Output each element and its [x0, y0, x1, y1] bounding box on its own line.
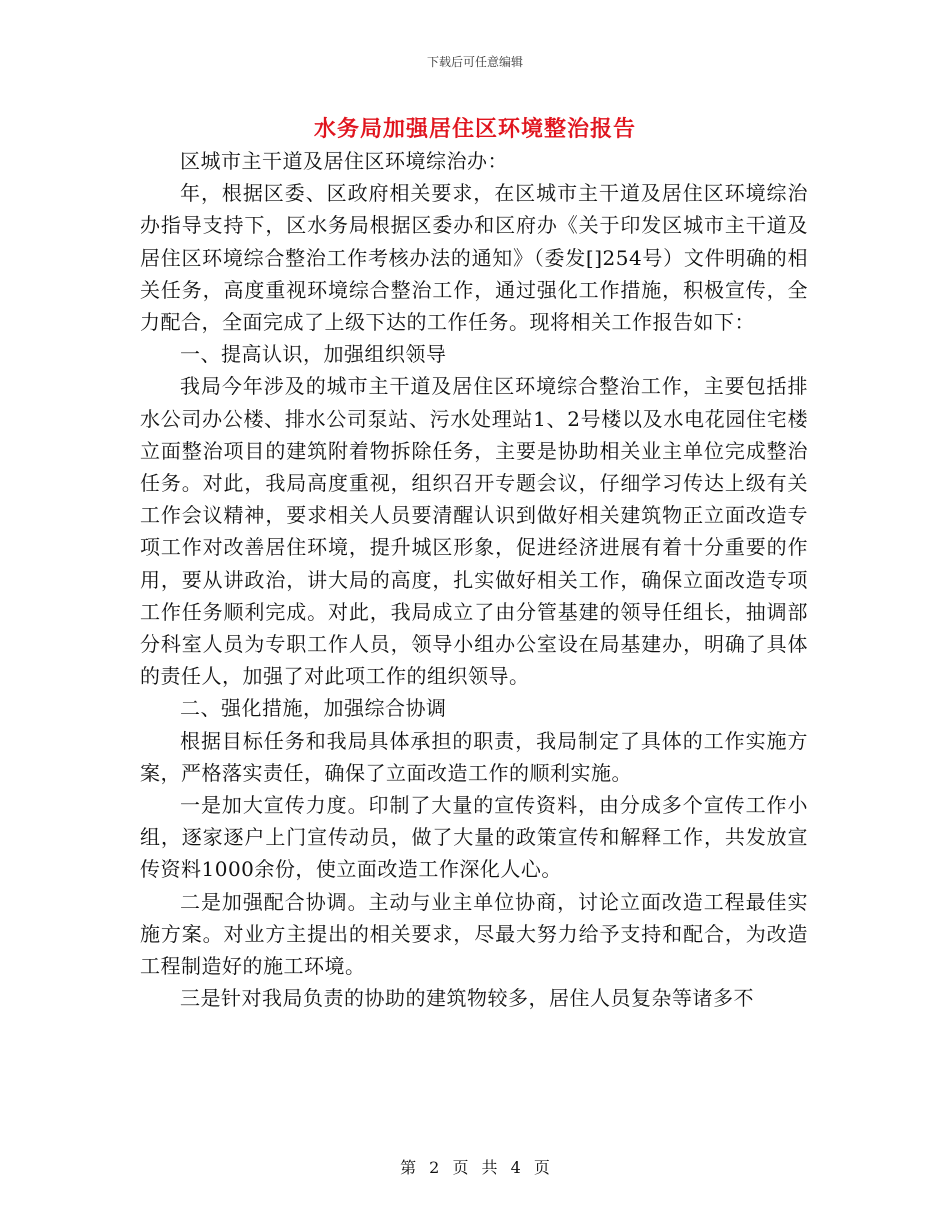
section-heading: 一、提高认识，加强组织领导 [180, 342, 447, 367]
paragraph: 年，根据区委、区政府相关要求，在区城市主干道及居住区环境综治办指导支持下，区水务局根据区委办和区府办《关于印发区城市主干道及居住区环境综合整治工作考核办法的通知》（委发[]254号）文件明确的相关任务，高度重视环境综合整治工作，通过强化工作措施，积极宣传，全力配合，全面完成了上级下达的工作任务。现将相关工作报告如下： [140, 181, 808, 335]
paragraph: 三是针对我局负责的协助的建筑物较多，居住人员复杂等诸多不 [180, 986, 754, 1011]
header-note: 下载后可任意编辑 [426, 55, 523, 69]
section-heading: 二、强化措施，加强综合协调 [180, 696, 447, 721]
paragraph: 二是加强配合协调。主动与业主单位协商，讨论立面改造工程最佳实施方案。对业方主提出的相关要求，尽最大努力给予支持和配合，为改造工程制造好的施工环境。 [140, 889, 808, 979]
page-footer: 第 2 页 共 4 页 [400, 1158, 550, 1177]
paragraph: 根据目标任务和我局具体承担的职责，我局制定了具体的工作实施方案，严格落实责任，确保了立面改造工作的顺利实施。 [140, 728, 808, 785]
paragraph: 一是加大宣传力度。印制了大量的宣传资料，由分成多个宣传工作小组，逐家逐户上门宣传动员，做了大量的政策宣传和解释工作，共发放宣传资料1000余份，使立面改造工作深化人心。 [140, 793, 808, 882]
document-body [140, 145, 808, 1014]
paragraph: 我局今年涉及的城市主干道及居住区环境综合整治工作，主要包括排水公司办公楼、排水公司泵站、污水处理站1、2号楼以及水电花园住宅楼立面整治项目的建筑附着物拆除任务，主要是协助相关业主单位完成整治任务。对此，我局高度重视，组织召开专题会议，仔细学习传达上级有关工作会议精神，要求相关人员要清醒认识到做好相关建筑物正立面改造专项工作对改善居住环境，提升城区形象，促进经济进展有着十分重要的作用，要从讲政治，讲大局的高度，扎实做好相关工作，确保立面改造专项工作任务顺利完成。对此，我局成立了由分管基建的领导任组长，抽调部分科室人员为专职工作人员，领导小组办公室设在局基建办，明确了具体的责任人，加强了对此项工作的组织领导。 [140, 374, 808, 689]
document-title: 水务局加强居住区环境整治报告 [313, 116, 636, 142]
paragraph: 区城市主干道及居住区环境综治办： [180, 149, 508, 173]
